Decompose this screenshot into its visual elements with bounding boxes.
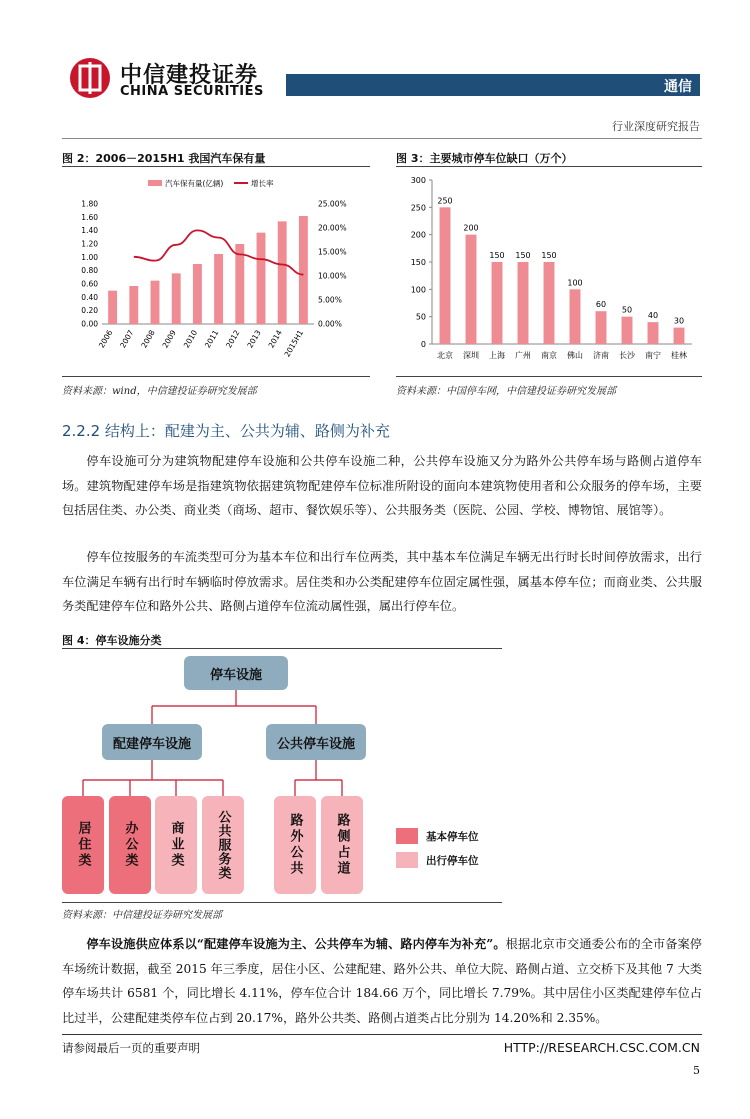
x-tick-label: 佛山 xyxy=(567,351,583,360)
paragraph-2: 停车位按服务的车流类型可分为基本车位和出行车位两类，其中基本车位满足车辆无出行时长时间停放需求，出行车位满足车辆有出行时车辆临时停放需求。居住类和办公类配建停车位固定属性强，属基本停车位；而商业类、公共服务类配建停车位和路外公共、路侧占道停车位流动属性强，属出行停车位。 xyxy=(62,550,702,613)
bar-car-ownership xyxy=(235,244,244,324)
report-type: 行业深度研究报告 xyxy=(612,120,700,133)
paragraph-3 xyxy=(62,932,702,1030)
sector-label: 通信 xyxy=(664,79,692,95)
bar-parking-gap xyxy=(570,289,581,344)
x-tick-label: 济南 xyxy=(593,351,609,360)
x-tick-label: 南宁 xyxy=(645,351,661,360)
paragraph-3-body: 根据北京市交通委公布的全市备案停车场统计数据，截至 2015 年三季度，居住小区、公建配建、路外公共、单位大院、路侧占道、立交桥下及其他 7 大类停车场共计 6581 个，同比增长 4.11%，停车位合计 184.66 万个，同比增长 7.79%。其中居住小区类配建停车位占比过半，公建配建类停车位占到 20.17%，路外公共类、路侧占道类占比分别为 14.20%和 2.35%。 xyxy=(62,937,702,1025)
bar-car-ownership xyxy=(257,233,266,324)
y-left-tick-label: 0.00 xyxy=(81,319,98,329)
y-tick-label: 150 xyxy=(410,258,426,267)
legend-basic-label: 基本停车位 xyxy=(426,831,479,843)
paragraph-3-lead: 停车设施供应体系以“配建停车设施为主、公共停车为辅、路内停车为补充”。 xyxy=(86,937,506,951)
figure-3-title: 图 3：主要城市停车位缺口（万个） xyxy=(396,152,573,165)
y-left-tick-label: 0.20 xyxy=(81,306,98,316)
node-built-in-parking: 配建停车设施 xyxy=(102,724,202,760)
y-tick-label: 250 xyxy=(410,203,426,213)
legend-growth-label: 增长率 xyxy=(251,179,274,188)
y-left-tick-label: 1.40 xyxy=(81,226,98,236)
bar-data-label: 150 xyxy=(489,251,505,260)
y-tick-label: 300 xyxy=(410,176,426,185)
leaf-public-service: 公共服务类 xyxy=(202,796,244,894)
company-name-cn: 中信建投证券 xyxy=(120,63,259,88)
x-tick-label: 长沙 xyxy=(619,351,635,360)
x-tick-label: 南京 xyxy=(541,351,557,360)
y-right-tick-label: 15.00% xyxy=(318,247,347,257)
legend-trip-swatch xyxy=(396,852,418,868)
y-left-tick-label: 1.00 xyxy=(81,252,98,262)
company-name-en: CHINA SECURITIES xyxy=(120,84,264,99)
y-tick-label: 100 xyxy=(410,285,426,295)
page-number: 5 xyxy=(693,1064,700,1077)
y-left-tick-label: 1.80 xyxy=(81,199,98,209)
bar-car-ownership xyxy=(193,264,202,324)
leaf-residential: 居住类 xyxy=(62,796,104,894)
bar-data-label: 150 xyxy=(541,251,557,260)
y-tick-label: 50 xyxy=(415,312,426,322)
node-public-parking: 公共停车设施 xyxy=(266,724,366,760)
bar-data-label: 100 xyxy=(567,278,583,288)
figure-2-title: 图 2：2006－2015H1 我国汽车保有量 xyxy=(62,152,266,165)
bar-data-label: 250 xyxy=(437,196,453,206)
y-right-tick-label: 5.00% xyxy=(318,295,342,305)
legend-trip-label: 出行停车位 xyxy=(426,855,479,867)
legend-ownership-label: 汽车保有量(亿辆) xyxy=(165,179,224,188)
figure-4-bottom-rule xyxy=(62,902,502,903)
x-tick-label: 上海 xyxy=(489,351,505,360)
y-right-tick-label: 10.00% xyxy=(318,271,347,281)
x-tick-label: 2014 xyxy=(266,328,284,350)
figure-2-bottom-rule xyxy=(62,376,370,377)
figure-3-source: 资料来源：中国停车网，中信建投证券研究发展部 xyxy=(396,386,616,397)
y-left-tick-label: 1.20 xyxy=(81,239,98,249)
bar-parking-gap xyxy=(596,311,607,344)
x-tick-label: 2006 xyxy=(96,328,115,350)
x-tick-label: 2008 xyxy=(139,328,157,350)
x-tick-label: 2010 xyxy=(181,328,200,350)
x-tick-label: 桂林 xyxy=(671,351,687,360)
x-tick-label: 2011 xyxy=(202,328,221,350)
bar-parking-gap xyxy=(544,262,555,344)
x-tick-label: 2007 xyxy=(118,328,136,350)
section-title: 2.2.2 结构上：配建为主、公共为辅、路侧为补充 xyxy=(62,422,390,440)
bar-car-ownership xyxy=(214,254,223,324)
bar-parking-gap xyxy=(518,262,529,344)
y-tick-label: 200 xyxy=(410,230,426,240)
figure-2-title-underline xyxy=(62,166,370,167)
leaf-commercial: 商业类 xyxy=(155,796,197,894)
bar-car-ownership xyxy=(129,286,138,324)
leaf-roadside: 路侧占道 xyxy=(321,796,363,894)
company-logo-icon xyxy=(70,58,110,98)
figure-3-bottom-rule xyxy=(396,376,702,377)
bar-parking-gap xyxy=(492,262,503,344)
paragraph-1: 停车设施可分为建筑物配建停车设施和公共停车设施二种，公共停车设施又分为路外公共停车场与路侧占道停车场。建筑物配建停车场是指建筑物依据建筑物配建停车位标准所附设的面向本建筑物使用者和公众服务的停车场，主要包括居住类、办公类、商业类（商场、超市、餐饮娱乐等）、公共服务类（医院、公园、学校、博物馆、展馆等）。 xyxy=(62,454,702,517)
bar-parking-gap xyxy=(674,328,685,344)
bar-parking-gap xyxy=(440,207,451,344)
x-tick-label: 广州 xyxy=(515,351,531,360)
bar-parking-gap xyxy=(466,235,477,344)
bar-data-label: 30 xyxy=(673,316,685,326)
x-tick-label: 北京 xyxy=(437,351,453,360)
y-left-tick-label: 0.40 xyxy=(81,292,98,302)
footer-notice: 请参阅最后一页的重要声明 xyxy=(62,1041,200,1055)
figure-4-title: 图 4：停车设施分类 xyxy=(62,634,162,647)
bar-car-ownership xyxy=(278,221,287,324)
bar-parking-gap xyxy=(622,317,633,344)
y-left-tick-label: 1.60 xyxy=(81,212,98,222)
footer-divider xyxy=(62,1034,702,1035)
y-left-tick-label: 0.60 xyxy=(81,279,98,289)
y-left-tick-label: 0.80 xyxy=(81,266,98,276)
figure-4-title-underline xyxy=(62,648,502,649)
y-right-tick-label: 0.00% xyxy=(318,319,342,329)
x-tick-label: 2009 xyxy=(160,328,178,350)
bar-data-label: 50 xyxy=(621,305,633,315)
y-right-tick-label: 20.00% xyxy=(318,223,347,233)
figure-3-title-underline xyxy=(396,166,702,167)
bar-data-label: 60 xyxy=(595,300,607,310)
bar-data-label: 200 xyxy=(463,223,479,233)
x-tick-label: 深圳 xyxy=(463,351,479,360)
leaf-office: 办公类 xyxy=(109,796,151,894)
figure-4-source: 资料来源：中信建投证券研究发展部 xyxy=(62,910,222,921)
car-ownership-chart xyxy=(62,168,374,376)
legend-swatch-ownership xyxy=(148,180,162,186)
legend-basic-swatch xyxy=(396,828,418,844)
figure-2-source: 资料来源：wind，中信建投证券研究发展部 xyxy=(62,386,257,397)
bar-data-label: 150 xyxy=(515,251,531,260)
bar-data-label: 40 xyxy=(647,311,659,321)
node-parking-facilities: 停车设施 xyxy=(184,656,288,690)
x-tick-label: 2012 xyxy=(224,328,242,350)
bar-car-ownership xyxy=(151,281,160,324)
footer-url[interactable]: HTTP://RESEARCH.CSC.COM.CN xyxy=(503,1040,700,1055)
sector-banner xyxy=(286,74,700,96)
x-tick-label: 2013 xyxy=(245,328,263,350)
parking-gap-chart xyxy=(396,168,702,376)
bar-parking-gap xyxy=(648,322,659,344)
leaf-off-street-public: 路外公共 xyxy=(274,796,316,894)
header-divider xyxy=(62,138,702,139)
bar-car-ownership xyxy=(172,273,181,324)
x-tick-label: 2015H1 xyxy=(282,328,306,359)
y-tick-label: 0 xyxy=(420,340,426,349)
bar-car-ownership xyxy=(299,216,308,324)
bar-car-ownership xyxy=(108,291,117,324)
y-right-tick-label: 25.00% xyxy=(318,199,347,209)
